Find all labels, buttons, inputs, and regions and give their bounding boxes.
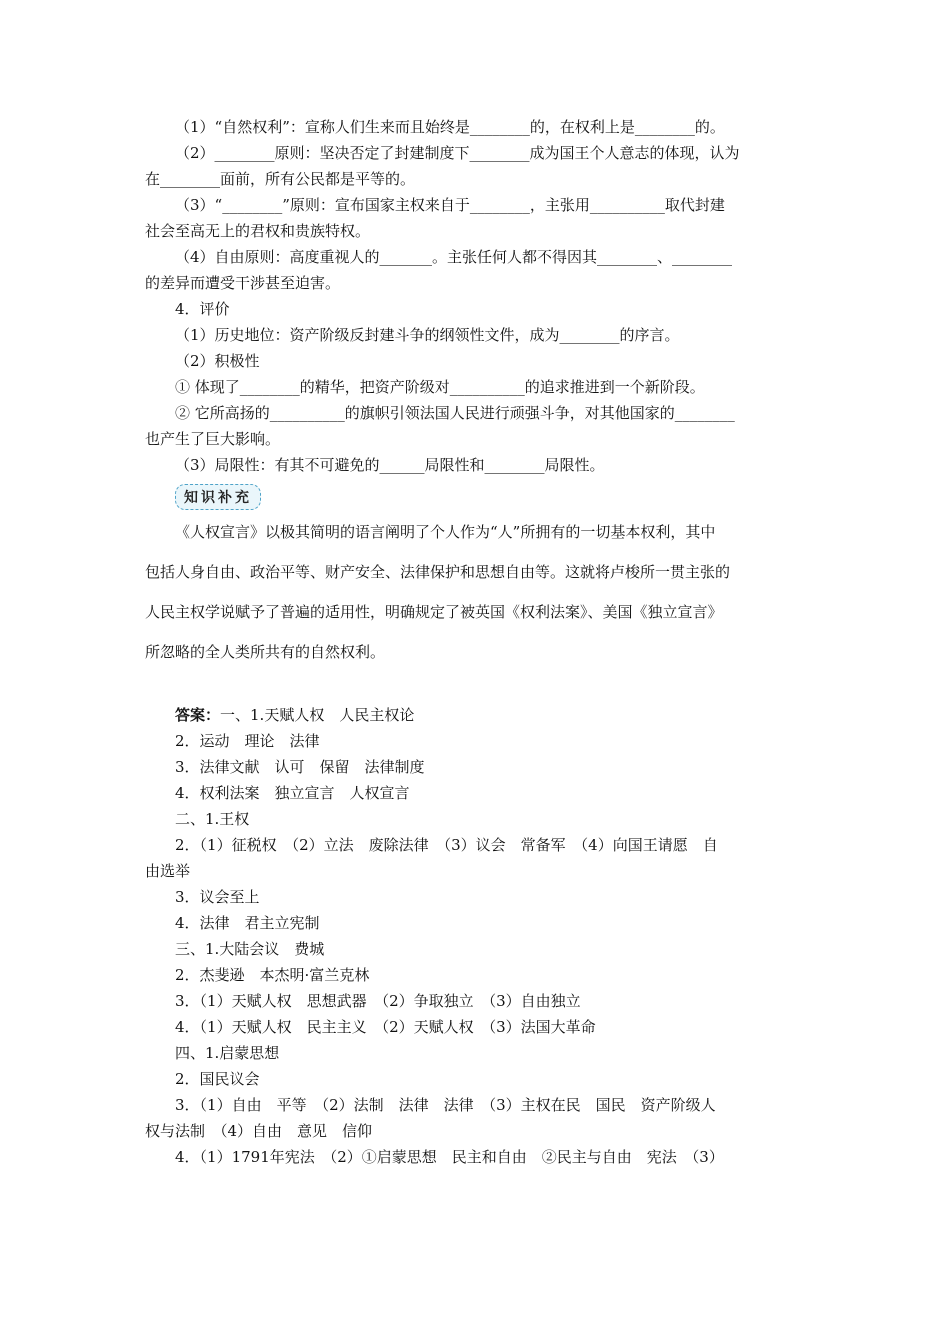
answer-b4: 4．法律 君主立宪制: [175, 914, 320, 932]
evaluation-heading: 4．评价: [175, 300, 230, 318]
answer-c3: 3．（1）天赋人权 思想武器 （2）争取独立 （3）自由独立: [175, 992, 581, 1010]
answer-b3: 3．议会至上: [175, 888, 260, 906]
answer-b2-line-1: 2．（1）征税权 （2）立法 废除法律 （3）议会 常备军 （4）向国王请愿 自: [175, 836, 718, 854]
answer-a1-text: 一、1.天赋人权 人民主权论: [220, 706, 415, 724]
supplement-line-4: 所忽略的全人类所共有的自然权利。: [145, 643, 386, 661]
spacer: [145, 672, 810, 702]
supplement-line-1: 《人权宣言》以极其简明的语言阐明了个人作为“人”所拥有的一切基本权利，其中: [175, 523, 716, 541]
answer-d4: 4．（1）1791年宪法 （2）①启蒙思想 民主和自由 ②民主与自由 宪法 （3）: [175, 1148, 724, 1166]
principle-sovereignty-line-1: （3）“________”原则：宣布国家主权来自于________，主张用__________取代封建: [175, 196, 725, 214]
principle-freedom-line-1: （4）自由原则：高度重视人的_______。主张任何人都不得因其________、________: [175, 248, 733, 266]
answer-a3: 3．法律文献 认可 保留 法律制度: [175, 758, 425, 776]
evaluation-limitation: （3）局限性：有其不可避免的______局限性和________局限性。: [175, 456, 605, 474]
principle-law-line-2: 在________面前，所有公民都是平等的。: [145, 170, 416, 188]
principle-freedom-line-2: 的差异而遭受干涉甚至迫害。: [145, 274, 341, 292]
supplement-paragraph: [145, 512, 810, 672]
answer-c4: 4．（1）天赋人权 民主主义 （2）天赋人权 （3）法国大革命: [175, 1018, 596, 1036]
principle-natural-rights: （1）“自然权利”：宣称人们生来而且始终是________的，在权利上是________的。: [175, 118, 725, 136]
answer-d2: 2．国民议会: [175, 1070, 260, 1088]
answer-d3-line-2: 权与法制 （4）自由 意见 信仰: [145, 1122, 373, 1140]
answer-d3-line-1: 3．（1）自由 平等 （2）法制 法律 法律 （3）主权在民 国民 资产阶级人: [175, 1096, 716, 1114]
evaluation-positive-2-line-1: ② 它所高扬的__________的旗帜引领法国人民进行顽强斗争，对其他国家的________: [175, 404, 735, 422]
evaluation-positive-1: ① 体现了________的精华，把资产阶级对__________的追求推进到一个新阶段。: [175, 378, 705, 396]
answer-b1: 二、1.王权: [175, 810, 250, 828]
answer-a2: 2．运动 理论 法律: [175, 732, 320, 750]
evaluation-positive-2-line-2: 也产生了巨大影响。: [145, 430, 281, 448]
evaluation-status: （1）历史地位：资产阶级反封建斗争的纲领性文件，成为________的序言。: [175, 326, 680, 344]
answer-a1: [145, 702, 810, 728]
evaluation-positive: （2）积极性: [175, 352, 260, 370]
supplement-line-2: 包括人身自由、政治平等、财产安全、法律保护和思想自由等。这就将卢梭所一贯主张的: [145, 563, 731, 581]
supplement-line-3: 人民主权学说赋予了普遍的适用性，明确规定了被英国《权利法案》、美国《独立宣言》: [145, 603, 723, 621]
answer-c1: 三、1.大陆会议 费城: [175, 940, 325, 958]
supplement-tag: 知识补充: [175, 484, 261, 510]
answer-a4: 4．权利法案 独立宣言 人权宣言: [175, 784, 410, 802]
supplement-tag-wrap: [145, 478, 810, 512]
answer-label: 答案：: [175, 706, 221, 724]
answer-c2: 2．杰斐逊 本杰明·富兰克林: [175, 966, 370, 984]
document-page: [145, 114, 810, 1170]
principle-law-line-1: （2）________原则：坚决否定了封建制度下________成为国王个人意志的体现，认为: [175, 144, 740, 162]
answer-d1: 四、1.启蒙思想: [175, 1044, 280, 1062]
principle-sovereignty-line-2: 社会至高无上的君权和贵族特权。: [145, 222, 371, 240]
answer-b2-line-2: 由选举: [145, 862, 191, 880]
